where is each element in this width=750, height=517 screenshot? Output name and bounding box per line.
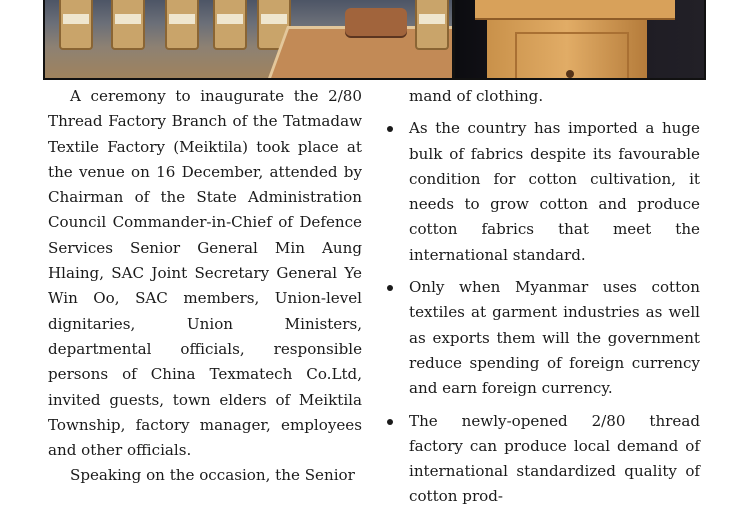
podium-photo: [455, 0, 704, 78]
bullet-text: As the country has imported a huge bulk of fabrics despite its favourable condition for cotton cultivation, it needs to grow cotton and produce cotton fabrics that meet the international standard.: [409, 119, 700, 264]
bullet-list: [387, 116, 700, 509]
ceremony-hall-photo: [45, 0, 452, 78]
bullet-item: [387, 409, 700, 510]
table-shape: [345, 8, 407, 36]
chair-shape: [213, 0, 247, 50]
photo-strip: [43, 0, 706, 80]
chair-shape: [59, 0, 93, 50]
podium-emblem: [566, 70, 574, 78]
bullet-icon: [387, 285, 393, 291]
bullet-text: The newly-opened 2/80 thread factory can produce local demand of international standardized quality of cotton prod-: [409, 411, 700, 506]
article-paragraph: Speaking on the occasion, the Senior: [70, 466, 355, 485]
continued-text: mand of clothing.: [409, 87, 544, 105]
right-column: [387, 84, 700, 517]
bullet-icon: [387, 126, 393, 132]
left-column: [48, 84, 362, 489]
article-paragraph: A ceremony to inaugurate the 2/80 Thread Factory Branch of the Tatmadaw Textile Factory (Meiktila) took place at the venue on 16 December, attended by Chairman of the State Administration Council Commander-in-Chief of Defence Services Senior General Min Aung Hlaing, SAC Joint Secretary General Ye Win Oo, SAC members, Union-level dignitaries, Union Ministers, departmental officials, responsible persons of China Texmatech Co.Ltd, invited guests, town elders of Meiktila Township, factory manager, employees and other officials.: [48, 87, 362, 460]
chair-shape: [165, 0, 199, 50]
chair-shape: [415, 0, 449, 50]
bullet-icon: [387, 419, 393, 425]
bullet-item: [387, 116, 700, 268]
podium-top-shape: [475, 0, 675, 20]
bullet-text: Only when Myanmar uses cotton textiles at garment industries as well as exports them will the government reduce spending of foreign currency and earn foreign currency.: [409, 278, 700, 398]
chair-shape: [111, 0, 145, 50]
bullet-item: [387, 275, 700, 401]
